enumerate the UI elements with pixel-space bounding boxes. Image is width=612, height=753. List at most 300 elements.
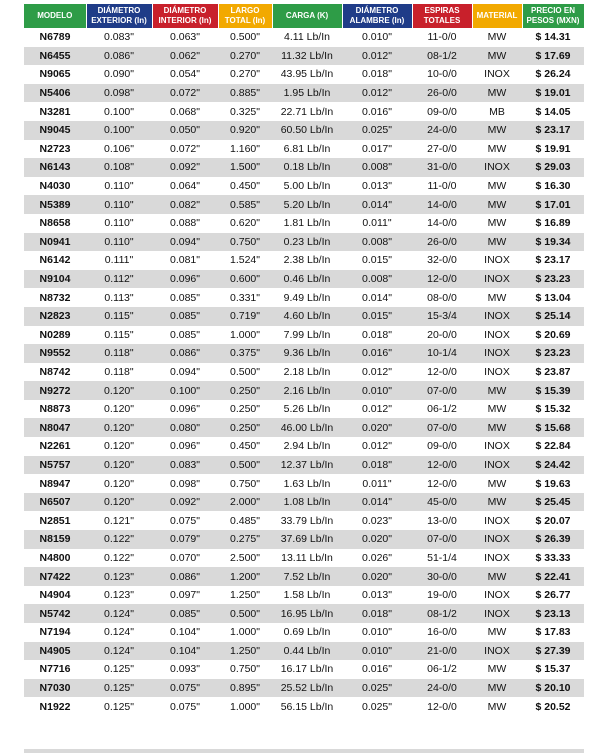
cell-material: INOX	[484, 254, 510, 267]
cell-espiras-totales: 16-0/0	[427, 626, 457, 639]
cell-diametro-interior: 0.096"	[169, 440, 200, 453]
table-row	[24, 642, 584, 661]
table-row	[24, 549, 584, 568]
cell-diametro-interior: 0.064"	[169, 180, 200, 193]
cell-precio: $ 23.87	[535, 365, 571, 378]
cell-diametro-exterior: 0.125"	[86, 679, 152, 698]
cell-modelo: N9272	[24, 381, 86, 400]
cell-material: MW	[472, 233, 522, 252]
cell-diametro-alambre: 0.020"	[342, 530, 412, 549]
cell-diametro-exterior: 0.090"	[103, 68, 134, 81]
cell-largo-total: 0.485"	[229, 514, 260, 527]
table-row	[24, 679, 584, 698]
header-material: MATERIAL	[472, 4, 522, 28]
cell-precio: $ 23.23	[522, 270, 584, 289]
cell-diametro-alambre: 0.017"	[361, 142, 392, 155]
cell-diametro-exterior: 0.120"	[103, 477, 134, 490]
cell-diametro-interior: 0.068"	[169, 105, 200, 118]
cell-modelo: N7422	[24, 567, 86, 586]
cell-diametro-exterior: 0.086"	[86, 47, 152, 66]
cell-modelo: N8732	[39, 291, 71, 304]
cell-largo-total: 0.250"	[218, 418, 272, 437]
table-row	[24, 604, 584, 623]
cell-modelo: N7194	[39, 626, 71, 639]
header-modelo: MODELO	[24, 4, 86, 28]
table-row	[24, 102, 584, 121]
cell-carga: 1.95 Lb/In	[272, 84, 342, 103]
cell-diametro-exterior: 0.113"	[104, 291, 134, 304]
cell-diametro-alambre: 0.016"	[361, 663, 392, 676]
cell-diametro-exterior: 0.123"	[86, 567, 152, 586]
cell-diametro-interior: 0.085"	[152, 307, 218, 326]
header-espiras-totales: ESPIRAS TOTALES	[412, 4, 472, 28]
cell-diametro-interior: 0.104"	[152, 642, 218, 661]
cell-diametro-alambre: 0.012"	[342, 47, 412, 66]
cell-espiras-totales: 45-0/0	[412, 493, 472, 512]
cell-largo-total: 0.270"	[218, 47, 272, 66]
cell-precio: $ 20.10	[522, 679, 584, 698]
cell-diametro-alambre: 0.008"	[342, 233, 412, 252]
cell-diametro-alambre: 0.016"	[361, 105, 392, 118]
cell-espiras-totales: 24-0/0	[412, 679, 472, 698]
cell-modelo: N0941	[24, 233, 86, 252]
cell-carga: 5.00 Lb/In	[283, 180, 331, 193]
cell-largo-total: 0.275"	[218, 530, 272, 549]
cell-diametro-exterior: 0.083"	[103, 31, 134, 44]
cell-espiras-totales: 07-0/0	[412, 418, 472, 437]
cell-material: INOX	[472, 642, 522, 661]
cell-modelo: N4800	[39, 551, 71, 564]
cell-material: MW	[487, 180, 507, 193]
cell-carga: 0.44 Lb/In	[272, 642, 342, 661]
cell-modelo: N7030	[24, 679, 86, 698]
cell-diametro-exterior: 0.115"	[104, 328, 134, 341]
cell-modelo: N5757	[24, 456, 86, 475]
cell-material: INOX	[484, 514, 510, 527]
cell-precio: $ 20.07	[535, 514, 571, 527]
cell-material: MW	[487, 626, 507, 639]
cell-diametro-exterior: 0.100"	[86, 121, 152, 140]
cell-diametro-exterior: 0.110"	[104, 180, 134, 193]
spring-spec-table	[24, 4, 585, 716]
cell-diametro-exterior: 0.100"	[103, 105, 134, 118]
table-row	[24, 84, 584, 103]
cell-diametro-interior: 0.072"	[169, 142, 200, 155]
cell-largo-total: 1.000"	[229, 626, 260, 639]
cell-material: INOX	[472, 456, 522, 475]
cell-largo-total: 0.750"	[229, 663, 260, 676]
cell-diametro-exterior: 0.120"	[86, 418, 152, 437]
cell-modelo: N8159	[24, 530, 86, 549]
cell-espiras-totales: 14-0/0	[427, 217, 457, 230]
cell-material: INOX	[472, 604, 522, 623]
cell-diametro-interior: 0.097"	[169, 589, 200, 602]
cell-diametro-alambre: 0.014"	[361, 291, 392, 304]
cell-diametro-exterior: 0.125"	[103, 663, 134, 676]
table-row	[24, 326, 584, 345]
cell-diametro-alambre: 0.008"	[342, 158, 412, 177]
cell-material: MW	[487, 291, 507, 304]
cell-precio: $ 22.41	[522, 567, 584, 586]
cell-largo-total: 0.375"	[218, 344, 272, 363]
cell-precio: $ 15.32	[535, 403, 571, 416]
header-precio: PRECIO EN PESOS (MXN)	[522, 4, 584, 28]
cell-diametro-interior: 0.093"	[169, 663, 200, 676]
cell-diametro-exterior: 0.121"	[103, 514, 134, 527]
bottom-shaded-strip	[24, 749, 584, 753]
cell-espiras-totales: 12-0/0	[427, 477, 457, 490]
cell-diametro-alambre: 0.011"	[362, 477, 392, 490]
cell-precio: $ 17.69	[522, 47, 584, 66]
cell-espiras-totales: 08-0/0	[427, 291, 457, 304]
cell-largo-total: 0.500"	[218, 604, 272, 623]
cell-carga: 2.18 Lb/In	[283, 365, 331, 378]
table-row	[24, 697, 584, 716]
cell-carga: 12.37 Lb/In	[272, 456, 342, 475]
cell-modelo: N4030	[39, 180, 71, 193]
cell-precio: $ 14.05	[535, 105, 571, 118]
cell-material: MW	[472, 418, 522, 437]
cell-precio: $ 26.77	[535, 589, 571, 602]
cell-diametro-interior: 0.085"	[152, 604, 218, 623]
cell-modelo: N2851	[39, 514, 71, 527]
cell-diametro-exterior: 0.120"	[86, 456, 152, 475]
cell-diametro-alambre: 0.018"	[361, 68, 392, 81]
cell-espiras-totales: 07-0/0	[412, 530, 472, 549]
cell-modelo: N3281	[39, 105, 71, 118]
cell-modelo: N8742	[39, 365, 71, 378]
cell-largo-total: 0.500"	[218, 456, 272, 475]
table-row	[24, 233, 584, 252]
cell-carga: 5.20 Lb/In	[272, 195, 342, 214]
cell-largo-total: 0.620"	[229, 217, 260, 230]
cell-diametro-interior: 0.083"	[152, 456, 218, 475]
cell-largo-total: 1.250"	[218, 642, 272, 661]
cell-largo-total: 1.000"	[229, 328, 260, 341]
cell-carga: 7.52 Lb/In	[272, 567, 342, 586]
table-body	[24, 28, 584, 716]
cell-espiras-totales: 06-1/2	[427, 403, 457, 416]
cell-largo-total: 0.500"	[229, 365, 260, 378]
table-row	[24, 177, 584, 196]
cell-espiras-totales: 21-0/0	[412, 642, 472, 661]
cell-precio: $ 26.39	[522, 530, 584, 549]
cell-diametro-alambre: 0.010"	[342, 642, 412, 661]
cell-diametro-exterior: 0.110"	[86, 195, 152, 214]
cell-modelo: N1922	[39, 700, 71, 713]
cell-modelo: N9065	[39, 68, 71, 81]
cell-diametro-alambre: 0.018"	[342, 456, 412, 475]
cell-diametro-interior: 0.094"	[152, 233, 218, 252]
cell-diametro-interior: 0.050"	[152, 121, 218, 140]
cell-diametro-interior: 0.062"	[152, 47, 218, 66]
table-row	[24, 28, 584, 47]
cell-carga: 4.60 Lb/In	[272, 307, 342, 326]
cell-espiras-totales: 13-0/0	[427, 514, 457, 527]
cell-modelo: N8947	[39, 477, 71, 490]
cell-carga: 2.94 Lb/In	[283, 440, 331, 453]
cell-diametro-exterior: 0.120"	[86, 381, 152, 400]
cell-espiras-totales: 11-0/0	[427, 31, 457, 44]
cell-diametro-alambre: 0.015"	[342, 307, 412, 326]
cell-modelo: N6142	[39, 254, 71, 267]
cell-precio: $ 25.14	[522, 307, 584, 326]
cell-diametro-exterior: 0.110"	[104, 217, 134, 230]
cell-diametro-interior: 0.086"	[152, 344, 218, 363]
cell-diametro-exterior: 0.106"	[103, 142, 134, 155]
cell-modelo: N9552	[24, 344, 86, 363]
cell-carga: 9.49 Lb/In	[283, 291, 331, 304]
cell-diametro-exterior: 0.118"	[86, 344, 152, 363]
cell-diametro-interior: 0.085"	[169, 328, 200, 341]
cell-diametro-alambre: 0.008"	[342, 270, 412, 289]
table-row	[24, 158, 584, 177]
cell-diametro-exterior: 0.120"	[86, 493, 152, 512]
cell-largo-total: 0.500"	[229, 31, 260, 44]
cell-material: MW	[472, 121, 522, 140]
cell-espiras-totales: 30-0/0	[412, 567, 472, 586]
cell-diametro-alambre: 0.015"	[361, 254, 392, 267]
cell-carga: 22.71 Lb/In	[280, 105, 334, 118]
cell-largo-total: 1.500"	[218, 158, 272, 177]
cell-diametro-alambre: 0.016"	[342, 344, 412, 363]
cell-diametro-alambre: 0.025"	[342, 121, 412, 140]
cell-espiras-totales: 09-0/0	[427, 440, 457, 453]
cell-material: MW	[487, 217, 507, 230]
cell-espiras-totales: 09-0/0	[427, 105, 457, 118]
cell-diametro-exterior: 0.098"	[86, 84, 152, 103]
table-row	[24, 437, 584, 456]
cell-material: INOX	[484, 365, 510, 378]
cell-modelo: N2261	[39, 440, 71, 453]
cell-largo-total: 0.450"	[229, 440, 260, 453]
header-diametro-alambre: DIÁMETRO ALAMBRE (In)	[342, 4, 412, 28]
cell-largo-total: 0.885"	[218, 84, 272, 103]
cell-material: INOX	[472, 307, 522, 326]
cell-diametro-exterior: 0.123"	[103, 589, 134, 602]
cell-precio: $ 19.63	[535, 477, 571, 490]
cell-precio: $ 16.30	[535, 180, 571, 193]
cell-precio: $ 23.13	[522, 604, 584, 623]
cell-diametro-alambre: 0.012"	[361, 403, 392, 416]
cell-modelo: N9045	[24, 121, 86, 140]
cell-diametro-interior: 0.088"	[169, 217, 200, 230]
table-row	[24, 251, 584, 270]
cell-largo-total: 1.250"	[229, 589, 260, 602]
cell-carga: 2.38 Lb/In	[283, 254, 331, 267]
header-diametro-interior: DIÁMETRO INTERIOR (In)	[152, 4, 218, 28]
cell-carga: 0.18 Lb/In	[272, 158, 342, 177]
cell-precio: $ 22.84	[535, 440, 571, 453]
cell-material: MW	[487, 477, 507, 490]
table-row	[24, 474, 584, 493]
table-row	[24, 288, 584, 307]
cell-diametro-exterior: 0.120"	[103, 440, 134, 453]
cell-largo-total: 0.270"	[229, 68, 260, 81]
cell-espiras-totales: 08-1/2	[412, 604, 472, 623]
cell-diametro-alambre: 0.012"	[361, 440, 392, 453]
cell-espiras-totales: 12-0/0	[427, 365, 457, 378]
table-row	[24, 381, 584, 400]
cell-diametro-interior: 0.070"	[169, 551, 200, 564]
cell-diametro-exterior: 0.122"	[103, 551, 134, 564]
cell-carga: 4.11 Lb/In	[284, 31, 330, 44]
cell-diametro-alambre: 0.013"	[361, 589, 392, 602]
cell-diametro-interior: 0.092"	[152, 158, 218, 177]
cell-modelo: N5389	[24, 195, 86, 214]
cell-material: INOX	[484, 551, 510, 564]
cell-material: INOX	[484, 440, 510, 453]
cell-diametro-alambre: 0.014"	[342, 493, 412, 512]
cell-diametro-alambre: 0.020"	[342, 567, 412, 586]
cell-precio: $ 33.33	[535, 551, 571, 564]
cell-diametro-interior: 0.075"	[169, 700, 200, 713]
cell-precio: $ 23.17	[535, 254, 571, 267]
cell-diametro-alambre: 0.025"	[342, 679, 412, 698]
cell-diametro-interior: 0.054"	[169, 68, 200, 81]
cell-espiras-totales: 10-0/0	[427, 68, 457, 81]
cell-carga: 6.81 Lb/In	[283, 142, 331, 155]
cell-diametro-alambre: 0.023"	[361, 514, 392, 527]
cell-diametro-exterior: 0.115"	[86, 307, 152, 326]
cell-modelo: N7716	[39, 663, 71, 676]
cell-material: INOX	[484, 589, 510, 602]
cell-carga: 1.58 Lb/In	[283, 589, 331, 602]
table-row	[24, 586, 584, 605]
cell-diametro-alambre: 0.026"	[361, 551, 392, 564]
cell-largo-total: 1.200"	[218, 567, 272, 586]
cell-modelo: N6789	[39, 31, 71, 44]
table-row	[24, 344, 584, 363]
cell-precio: $ 17.83	[535, 626, 571, 639]
cell-diametro-alambre: 0.018"	[361, 328, 392, 341]
cell-diametro-interior: 0.098"	[169, 477, 200, 490]
cell-material: MW	[472, 381, 522, 400]
cell-diametro-interior: 0.094"	[169, 365, 200, 378]
cell-largo-total: 0.719"	[218, 307, 272, 326]
table-row	[24, 456, 584, 475]
table-row	[24, 623, 584, 642]
header-largo-total: LARGO TOTAL (In)	[218, 4, 272, 28]
cell-diametro-alambre: 0.011"	[362, 217, 392, 230]
cell-espiras-totales: 06-1/2	[427, 663, 457, 676]
cell-modelo: N6507	[24, 493, 86, 512]
cell-largo-total: 0.895"	[218, 679, 272, 698]
cell-material: MW	[472, 493, 522, 512]
cell-precio: $ 29.03	[522, 158, 584, 177]
cell-largo-total: 2.000"	[218, 493, 272, 512]
cell-modelo: N8047	[24, 418, 86, 437]
cell-largo-total: 0.450"	[229, 180, 260, 193]
cell-espiras-totales: 19-0/0	[427, 589, 457, 602]
cell-diametro-exterior: 0.111"	[104, 254, 134, 267]
cell-material: MW	[472, 195, 522, 214]
cell-diametro-alambre: 0.010"	[361, 31, 392, 44]
cell-diametro-alambre: 0.018"	[342, 604, 412, 623]
table-row	[24, 363, 584, 382]
cell-largo-total: 1.160"	[229, 142, 260, 155]
cell-diametro-exterior: 0.112"	[86, 270, 152, 289]
cell-precio: $ 26.24	[535, 68, 571, 81]
table-row	[24, 121, 584, 140]
table-row	[24, 530, 584, 549]
cell-largo-total: 0.750"	[218, 233, 272, 252]
cell-modelo: N2823	[24, 307, 86, 326]
cell-espiras-totales: 12-0/0	[412, 456, 472, 475]
cell-modelo: N2723	[39, 142, 71, 155]
cell-precio: $ 27.39	[522, 642, 584, 661]
cell-largo-total: 1.000"	[229, 700, 260, 713]
cell-precio: $ 19.91	[535, 142, 571, 155]
cell-modelo: N5742	[24, 604, 86, 623]
table-row	[24, 214, 584, 233]
cell-largo-total: 0.920"	[218, 121, 272, 140]
cell-carga: 56.15 Lb/In	[280, 700, 334, 713]
cell-espiras-totales: 12-0/0	[427, 700, 457, 713]
cell-carga: 11.32 Lb/In	[272, 47, 342, 66]
cell-diametro-alambre: 0.014"	[342, 195, 412, 214]
cell-diametro-exterior: 0.124"	[86, 604, 152, 623]
cell-precio: $ 17.01	[522, 195, 584, 214]
cell-diametro-interior: 0.096"	[169, 403, 200, 416]
cell-material: INOX	[472, 530, 522, 549]
cell-modelo: N9104	[24, 270, 86, 289]
table-row	[24, 418, 584, 437]
cell-diametro-interior: 0.075"	[152, 679, 218, 698]
cell-material: INOX	[484, 328, 510, 341]
cell-precio: $ 23.23	[522, 344, 584, 363]
cell-precio: $ 19.01	[522, 84, 584, 103]
cell-carga: 16.17 Lb/In	[280, 663, 334, 676]
cell-carga: 60.50 Lb/In	[272, 121, 342, 140]
cell-diametro-interior: 0.072"	[152, 84, 218, 103]
cell-carga: 16.95 Lb/In	[272, 604, 342, 623]
cell-precio: $ 15.39	[522, 381, 584, 400]
cell-carga: 1.08 Lb/In	[272, 493, 342, 512]
cell-diametro-alambre: 0.010"	[361, 626, 392, 639]
cell-material: INOX	[472, 158, 522, 177]
cell-carga: 0.69 Lb/In	[283, 626, 331, 639]
cell-carga: 37.69 Lb/In	[272, 530, 342, 549]
cell-carga: 1.63 Lb/In	[283, 477, 331, 490]
cell-diametro-alambre: 0.010"	[342, 381, 412, 400]
cell-espiras-totales: 26-0/0	[412, 84, 472, 103]
cell-diametro-interior: 0.104"	[169, 626, 200, 639]
cell-espiras-totales: 14-0/0	[412, 195, 472, 214]
cell-modelo: N4905	[24, 642, 86, 661]
cell-precio: $ 20.52	[535, 700, 571, 713]
table-row	[24, 567, 584, 586]
cell-precio: $ 15.68	[522, 418, 584, 437]
cell-material: MW	[487, 700, 507, 713]
cell-diametro-interior: 0.092"	[152, 493, 218, 512]
cell-precio: $ 24.42	[522, 456, 584, 475]
cell-material: MW	[472, 84, 522, 103]
cell-material: MW	[472, 567, 522, 586]
cell-modelo: N0289	[39, 328, 71, 341]
table-row	[24, 307, 584, 326]
cell-largo-total: 0.750"	[229, 477, 260, 490]
cell-espiras-totales: 08-1/2	[412, 47, 472, 66]
cell-espiras-totales: 32-0/0	[427, 254, 457, 267]
cell-carga: 1.81 Lb/In	[283, 217, 331, 230]
cell-largo-total: 0.331"	[229, 291, 260, 304]
cell-carga: 7.99 Lb/In	[283, 328, 331, 341]
cell-diametro-exterior: 0.110"	[86, 233, 152, 252]
cell-espiras-totales: 10-1/4	[412, 344, 472, 363]
cell-espiras-totales: 15-3/4	[412, 307, 472, 326]
cell-modelo: N5406	[24, 84, 86, 103]
